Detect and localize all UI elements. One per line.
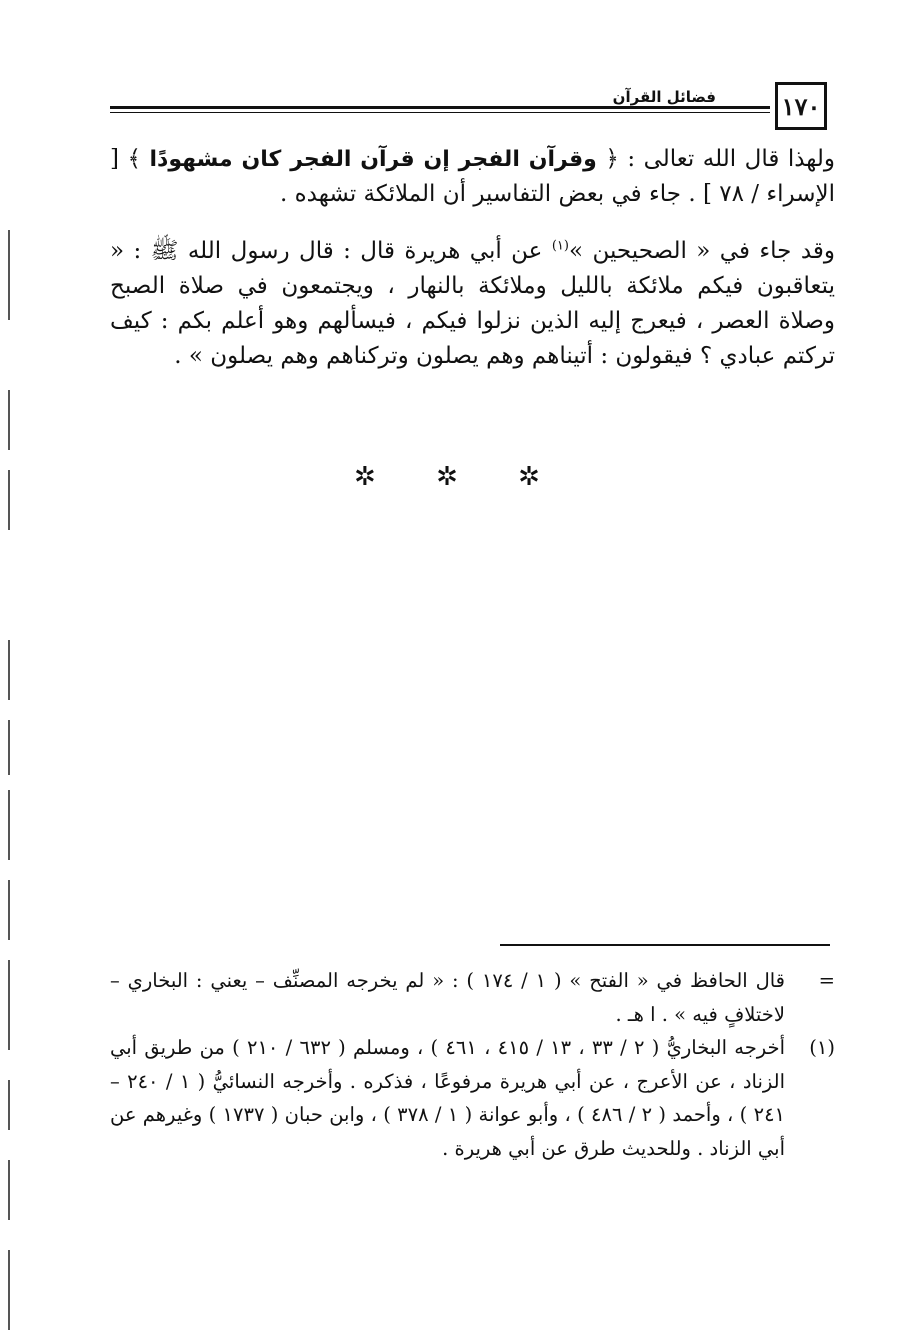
paragraph-2-start: وقد جاء في « الصحيحين » bbox=[568, 237, 835, 264]
paragraph-2-rest: عن أبي هريرة قال : قال رسول الله ﷺ : « يتعاقبون فيكم ملائكة بالليل وملائكة بالنهار ، ويجتمعون في صلاة الصبح وصلاة العصر ، فيعرج إليه الذين نزلوا فيكم ، فيسألهم وهو أعلم بكم : كيف تركتم عبادي ؟ فيقولون : أتيناهم وهم يصلون وتركناهم وهم يصلون » . bbox=[110, 237, 835, 369]
header-rule-thin bbox=[110, 112, 770, 113]
page-number: ١٧٠ bbox=[775, 82, 827, 130]
page-edge-marks bbox=[0, 0, 14, 1340]
paragraph-1 bbox=[110, 142, 835, 212]
page-header bbox=[0, 0, 916, 140]
footnote-1-text: أخرجه البخاريُّ ( ٢ / ٣٣ ، ١٣ / ٤١٥ ، ٤٦١ ) ، ومسلم ( ٦٣٢ / ٢١٠ ) من طريق أبي الزناد ، عن الأعرج ، عن أبي هريرة مرفوعًا ، فذكره . وأخرجه النسائيُّ ( ١ / ٢٤٠ – ٢٤١ ) ، وأحمد ( ٢ / ٤٨٦ ) ، وأبو عوانة ( ١ / ٣٧٨ ) ، وابن حبان ( ١٧٣٧ ) وغيرهم عن أبي الزناد . وللحديث طرق عن أبي هريرة . bbox=[110, 1036, 786, 1160]
running-title: فضائل القرآن bbox=[612, 88, 716, 106]
header-rule-thick bbox=[110, 106, 770, 109]
quran-verse: وقرآن الفجر إن قرآن الفجر كان مشهودًا bbox=[149, 147, 597, 172]
footnote-1-marker: (١) bbox=[809, 1036, 835, 1060]
footnote-1 bbox=[110, 1031, 835, 1165]
verse-close-bracket: ﴾ bbox=[127, 146, 141, 172]
section-separator: ✲ ✲ ✲ bbox=[354, 462, 566, 492]
footnote-rule bbox=[500, 944, 830, 946]
paragraph-1-intro: ولهذا قال الله تعالى : ﴿ bbox=[605, 146, 836, 172]
footnote-continued-text: قال الحافظ في « الفتح » ( ١ / ١٧٤ ) : « لم يخرجه المصنِّف – يعني : البخاري – لاختلافٍ فيه » . ا هـ . bbox=[110, 969, 786, 1026]
main-text bbox=[110, 142, 835, 374]
paragraph-1-rest: [ الإسراء / ٧٨ ] . جاء في بعض التفاسير أن الملائكة تشهده . bbox=[110, 146, 835, 207]
footnote-reference[interactable]: (١) bbox=[551, 238, 569, 254]
footnote-continued bbox=[110, 964, 835, 1031]
footnote-continued-marker: = bbox=[818, 969, 835, 992]
paragraph-2 bbox=[110, 234, 835, 374]
footnotes bbox=[110, 964, 835, 1165]
